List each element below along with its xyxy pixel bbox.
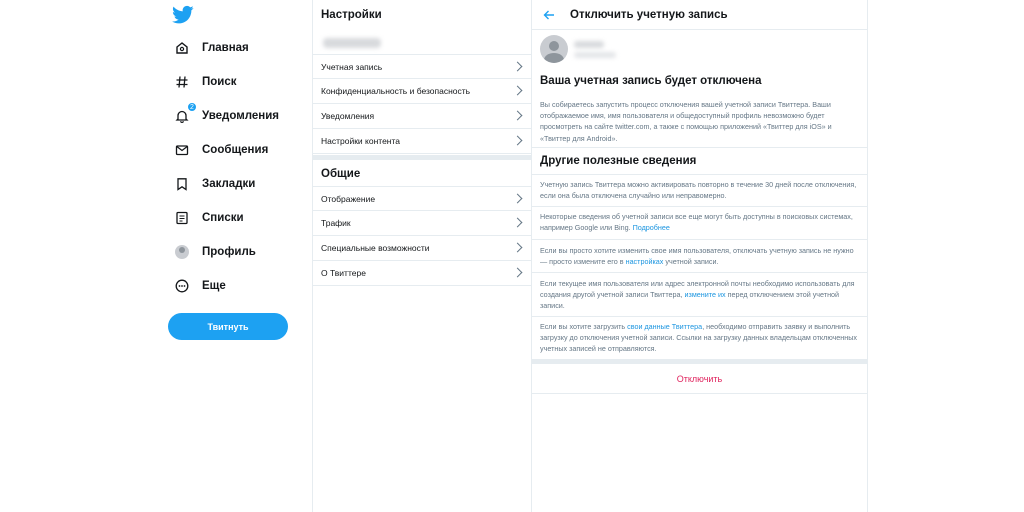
bookmark-icon xyxy=(174,176,190,192)
info-item: Если вы хотите загрузить свои данные Твиттера, необходимо отправить заявку и выполнить загрузку до отключения учетной записи. Ссылки на загрузку данных владельцам отключенных учетных записей не отправляются. xyxy=(540,322,857,354)
section-divider xyxy=(313,155,531,160)
info-item: Если текущее имя пользователя или адрес электронной почты необходимо использовать для создания другой учетной записи Твиттера, измените их перед отключением этой учетной записи. xyxy=(540,279,855,311)
chevron-right-icon xyxy=(513,136,523,146)
settings-item-account[interactable] xyxy=(313,54,531,79)
chevron-right-icon xyxy=(513,194,523,204)
back-arrow-icon[interactable] xyxy=(542,8,556,22)
settings-item-label: О Твиттере xyxy=(321,268,366,278)
divider xyxy=(532,316,867,317)
settings-link[interactable]: настройках xyxy=(625,257,664,267)
chevron-right-icon xyxy=(513,111,523,121)
divider xyxy=(532,147,867,148)
other-info-heading: Другие полезные сведения xyxy=(540,155,697,167)
info-item: Учетную запись Твиттера можно активировать повторно в течение 30 дней после отключения, если она была отключена случайно или неправомерно. xyxy=(540,180,857,201)
blurred-display-name xyxy=(574,41,604,48)
chevron-right-icon xyxy=(513,268,523,278)
deactivate-heading: Ваша учетная запись будет отключена xyxy=(540,75,762,87)
settings-title: Настройки xyxy=(321,9,382,21)
deactivate-intro: Вы собираетесь запустить процесс отключения вашей учетной записи Твиттера. Ваши отображаемое имя, имя пользователя и общедоступный профиль невозможно будет просмотреть на сайте twitter.com, а также с помощью приложений «Твиттер для iOS» и «Твиттер для Android». xyxy=(540,100,832,143)
settings-item-data-usage[interactable] xyxy=(313,211,531,236)
info-item: Если вы просто хотите изменить свое имя пользователя, отключать учетную запись не нужно — просто измените его в настройках учетной записи. xyxy=(540,246,854,267)
settings-item-privacy[interactable] xyxy=(313,79,531,104)
avatar xyxy=(540,35,568,63)
settings-item-label: Учетная запись xyxy=(321,61,383,72)
nav-item-label: Главная xyxy=(202,42,249,54)
chevron-right-icon xyxy=(513,86,523,96)
nav-item-messages[interactable] xyxy=(174,138,268,162)
deactivate-title: Отключить учетную запись xyxy=(570,9,728,21)
nav-item-label: Закладки xyxy=(202,178,256,190)
home-icon xyxy=(174,40,190,56)
nav-item-lists[interactable] xyxy=(174,206,244,230)
blurred-username xyxy=(323,38,381,48)
blurred-handle xyxy=(574,52,616,58)
nav-item-notifications[interactable] xyxy=(174,104,279,128)
settings-item-label: Отображение xyxy=(321,193,376,204)
settings-item-display[interactable] xyxy=(313,186,531,211)
divider xyxy=(532,239,867,240)
divider xyxy=(532,174,867,175)
deactivate-button[interactable]: Отключить xyxy=(676,374,723,384)
primary-nav xyxy=(160,0,310,512)
envelope-icon xyxy=(174,142,190,158)
more-icon xyxy=(174,278,190,294)
nav-item-label: Профиль xyxy=(202,246,256,258)
nav-item-label: Еще xyxy=(202,280,226,292)
section-divider xyxy=(532,359,867,364)
learn-more-link[interactable]: Подробнее xyxy=(632,223,670,233)
avatar xyxy=(175,245,189,259)
settings-item-content[interactable] xyxy=(313,129,531,154)
nav-item-label: Сообщения xyxy=(202,144,269,156)
nav-item-home[interactable] xyxy=(174,36,249,60)
settings-item-label: Уведомления xyxy=(321,111,375,121)
nav-item-profile[interactable] xyxy=(174,240,256,264)
deactivate-panel xyxy=(532,0,868,512)
settings-item-label: Конфиденциальность и безопасность xyxy=(321,86,471,96)
nav-item-bookmarks[interactable] xyxy=(174,172,255,196)
divider xyxy=(532,393,867,394)
chevron-right-icon xyxy=(513,243,523,253)
notification-badge: 2 xyxy=(187,102,197,112)
chevron-right-icon xyxy=(513,62,523,72)
twitter-logo-icon[interactable] xyxy=(172,5,194,25)
tweet-button[interactable]: Твитнуть xyxy=(168,313,288,340)
nav-item-label: Поиск xyxy=(202,76,237,88)
settings-item-about[interactable] xyxy=(313,261,531,286)
general-section-title: Общие xyxy=(321,168,361,180)
info-item: Некоторые сведения об учетной записи все еще могут быть доступны в поисковых системах, например Google или Bing. Подробнее xyxy=(540,212,853,233)
settings-panel xyxy=(312,0,532,512)
settings-item-label: Специальные возможности xyxy=(321,243,430,253)
twitter-data-link[interactable]: свои данные Твиттера xyxy=(627,322,703,331)
hashtag-icon xyxy=(174,74,190,90)
divider xyxy=(532,206,867,207)
settings-item-notifications[interactable] xyxy=(313,104,531,129)
settings-item-label: Трафик xyxy=(321,218,351,228)
nav-item-label: Уведомления xyxy=(202,110,279,122)
chevron-right-icon xyxy=(513,218,523,228)
nav-item-explore[interactable] xyxy=(174,70,237,94)
nav-item-label: Списки xyxy=(202,212,244,224)
change-them-link[interactable]: измените их xyxy=(684,290,726,300)
settings-item-accessibility[interactable] xyxy=(313,236,531,261)
divider xyxy=(532,272,867,273)
nav-item-more[interactable] xyxy=(174,274,226,298)
bell-icon xyxy=(174,103,194,124)
list-icon xyxy=(174,210,190,226)
settings-item-label: Настройки контента xyxy=(321,136,401,146)
header-divider xyxy=(532,29,867,30)
